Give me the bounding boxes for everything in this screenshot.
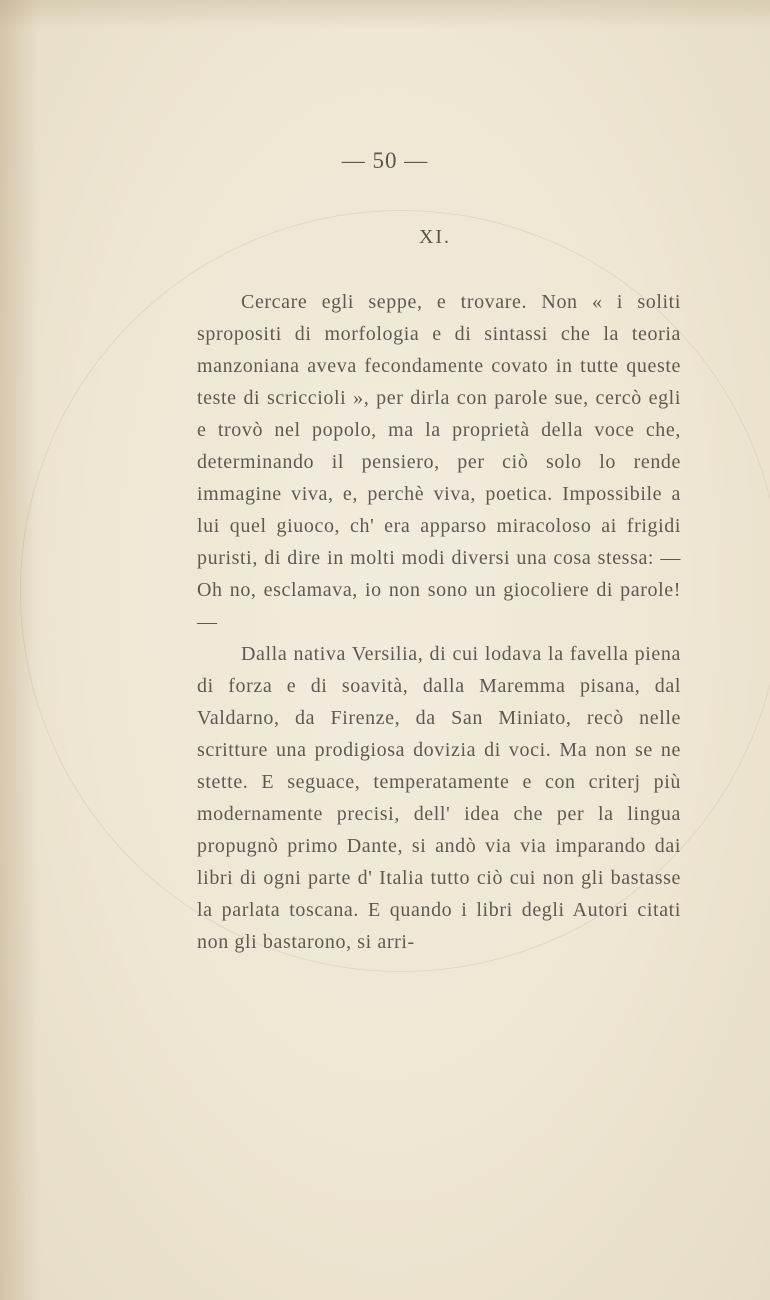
paragraph-2: Dalla nativa Versilia, di cui lodava la favella piena di forza e di soavità, dalla Maremma pisana, dal Valdarno, da Firenze, da San Miniato, recò nelle scritture una prodigiosa dovizia di voci. Ma non se ne stette. E seguace, temperatamente e con criterj più modernamente precisi, dell' idea che per la lingua propugnò primo Dante, si andò via via imparando dai libri di ogni parte d' Italia tutto ciò cui non gli bastasse la parlata toscana. E quando i libri degli Autori citati non gli bastarono, si arri- [197,643,681,953]
page-top-shadow [0,0,770,30]
body-text [197,286,681,958]
page-number: — 50 — [341,148,429,173]
chapter-heading: XI. [418,226,452,248]
paragraph-1: Cercare egli seppe, e trovare. Non « i soliti spropositi di morfologia e di sintassi che la teoria manzoniana aveva fecondamente covato in tutte queste teste di scriccioli », per dirla con parole sue, cercò egli e trovò nel popolo, ma la proprietà della voce che, determinando il pensiero, per ciò solo lo rende immagine viva, e, perchè viva, poetica. Impossibile a lui quel giuoco, ch' era apparso miracoloso ai frigidi puristi, di dire in molti modi diversi una cosa stessa: — Oh no, esclamava, io non sono un giocoliere di parole! — [197,291,681,633]
